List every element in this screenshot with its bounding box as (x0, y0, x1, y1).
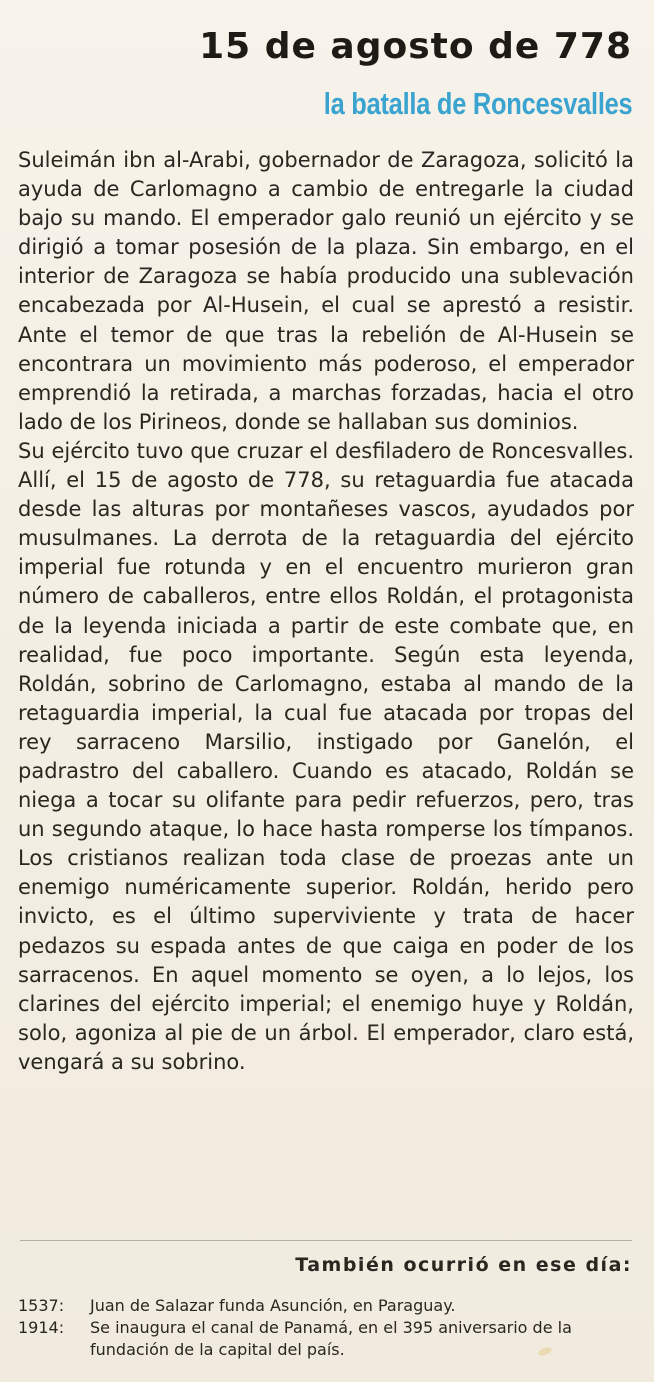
page-title: 15 de agosto de 778 (199, 26, 632, 67)
list-item (18, 1295, 636, 1317)
divider (20, 1240, 632, 1241)
paragraph: Su ejército tuvo que cruzar el desfiladero de Roncesvalles. Allí, el 15 de agosto de 778, su retaguardia fue atacada desde las alturas por montañeses vascos, ayudados por musulmanes. La derrota de la retaguardia del ejército imperial fue rotunda y en el encuentro murieron gran número de caballeros, entre ellos Roldán, el protagonista de la leyenda iniciada a partir de este combate que, en realidad, fue poco importante. Según esta leyenda, Roldán, sobrino de Carlomagno, estaba al mando de la retaguardia imperial, la cual fue atacada por tropas del rey sarraceno Marsilio, instigado por Ganelón, el padrastro del caballero. Cuando es atacado, Roldán se niega a tocar su olifante para pedir refuerzos, pero, tras un segundo ataque, lo hace hasta romperse los tímpanos. Los cristianos realizan toda clase de proezas ante un enemigo numéricamente superior. Roldán, herido pero invicto, es el último superviviente y trata de hacer pedazos su espada antes de que caiga en poder de los sarracenos. En aquel momento se oyen, a lo lejos, los clarines del ejército imperial; el enemigo huye y Roldán, solo, agoniza al pie de un árbol. El emperador, claro está, vengará a su sobrino. (18, 438, 634, 1074)
page-subtitle: la batalla de Roncesvalles (323, 86, 632, 121)
paragraph: Suleimán ibn al-Arabi, gobernador de Zaragoza, solicitó la ayuda de Carlomagno a cambio de entregarle la ciudad bajo su mando. El emperador galo reunió un ejército y se dirigió a tomar posesión de la plaza. Sin embargo, en el interior de Zaragoza se había producido una sublevación encabezada por Al-Husein, el cual se aprestó a resistir. Ante el temor de que tras la rebelión de Al-Husein se encontrara un movimiento más poderoso, el emperador emprendió la retirada, a marchas forzadas, hacia el otro lado de los Pirineos, donde se hallaban sus dominios. (18, 148, 634, 434)
event-text: Se inaugura el canal de Panamá, en el 395 aniversario de la fundación de la capital del país. (90, 1318, 572, 1359)
event-year: 1914: (18, 1318, 65, 1337)
also-happened-heading: También ocurrió en ese día: (295, 1254, 632, 1276)
event-year: 1537: (18, 1296, 65, 1315)
event-text: Juan de Salazar funda Asunción, en Paraguay. (90, 1296, 456, 1315)
article-body (18, 146, 634, 1077)
